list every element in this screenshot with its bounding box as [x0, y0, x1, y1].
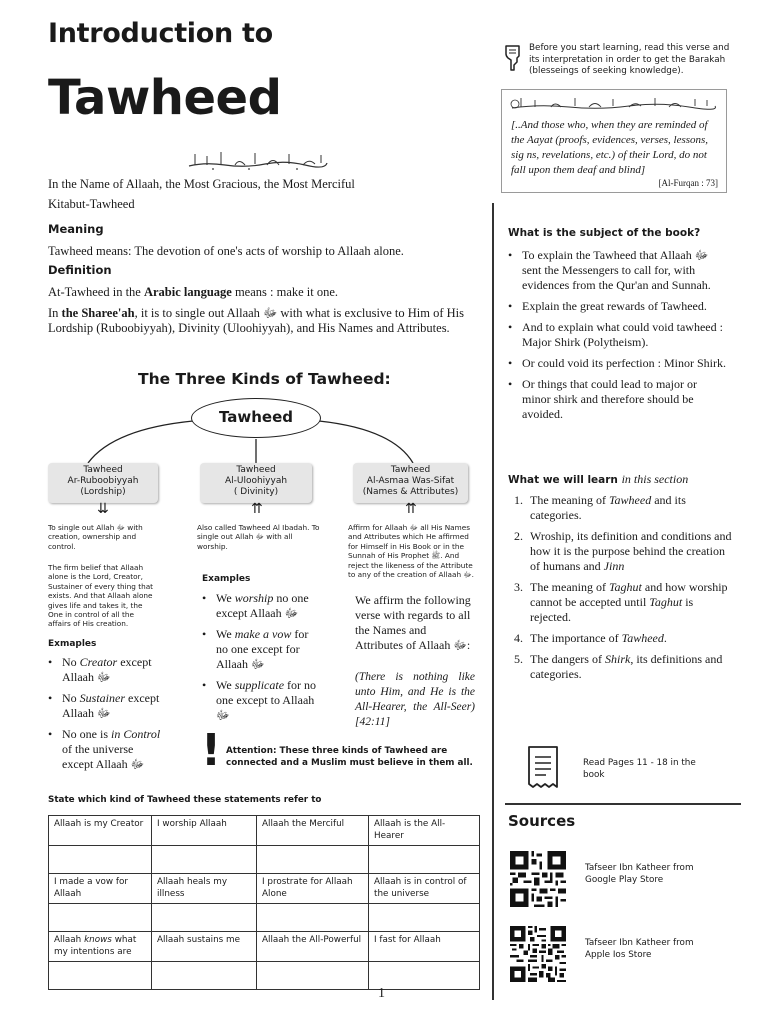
kind-node-uloohiyyah: Tawheed Al-Uloohiyyah ( Divinity): [200, 463, 312, 503]
table-cell: I prostrate for Allaah Alone: [257, 874, 369, 904]
attention-text: Attention: These three kinds of Tawheed are connected and a Muslim must believe in them all.: [226, 746, 473, 768]
list-item: • No one is in Control of the universe except Allaah ﷻ: [48, 727, 166, 772]
page-number: 1: [378, 986, 385, 1001]
pointing-hand-icon: [503, 44, 523, 72]
arrow-up-icon: ⇈: [405, 501, 417, 517]
list-item: • We supplicate for no one except to Allaah ﷻ: [202, 678, 322, 723]
verse-translation: [..And those who, when they are reminded of the Aayat (proofs, evidences, verses, lessons, sig ns, revelations, etc.) of their Lord, do not fall upon them deaf and blind]: [511, 119, 709, 176]
table-cell: I made a vow for Allaah: [49, 874, 152, 904]
answer-cell[interactable]: [49, 962, 152, 990]
list-item: 5. The dangers of Shirk, its definitions and categories.: [514, 652, 723, 681]
basmala-translation: In the Name of Allaah, the Most Gracious, the Most Merciful: [48, 177, 355, 191]
answer-cell[interactable]: [152, 846, 257, 874]
table-cell: Allaah is the All-Hearer: [369, 816, 480, 846]
list-item: • Or could void its perfection : Minor Shirk.: [508, 356, 728, 371]
tawheed-root-node: Tawheed: [191, 398, 321, 438]
basmala-calligraphy-icon: [185, 148, 330, 172]
ruboobiyyah-examples-label: Exmaples: [48, 639, 97, 649]
uloohiyyah-examples-label: Examples: [202, 574, 251, 584]
list-item: • No Sustainer except Allaah ﷻ: [48, 691, 166, 721]
page-title: Tawheed: [48, 70, 282, 126]
subject-heading: What is the subject of the book?: [508, 227, 701, 239]
list-item: • Explain the great rewards of Tawheed.: [508, 299, 728, 314]
column-divider: [492, 203, 494, 1000]
list-item: • We worship no one except Allaah ﷻ: [202, 591, 322, 621]
list-item: • No Creator except Allaah ﷻ: [48, 655, 166, 685]
list-item: • Or things that could lead to major or minor shirk and therefore should be avoided.: [508, 377, 728, 422]
kind-node-ruboobiyyah: Tawheed Ar-Ruboobiyyah (Lordship): [48, 463, 158, 503]
ruboobiyyah-examples-list: [48, 655, 166, 778]
verse-box: [501, 89, 727, 193]
asmaa-sifat-description: Affirm for Allaah ﷻ all His Names and Attributes which He affirmed for Himself in His Book or in the Sunnah of His Prophet ﷺ. And reject the likeness of the Attribute to any of the creation of Allaah ﷻ.: [348, 523, 474, 580]
list-item: 3. The meaning of Taghut and how worship cannot be accepted until Taghut is rejected.: [514, 580, 728, 624]
exercise-label: State which kind of Tawheed these statements refer to: [48, 795, 322, 805]
receipt-book-icon: [526, 745, 560, 791]
answer-cell[interactable]: [369, 962, 480, 990]
answer-row: [49, 904, 480, 932]
exclamation-icon: !: [201, 725, 222, 776]
meaning-text: Tawheed means: The devotion of one's acts of worship to Allaah alone.: [48, 244, 404, 258]
table-cell: Allaah knows what my intentions are: [49, 932, 152, 962]
answer-cell[interactable]: [49, 846, 152, 874]
subject-list: [508, 248, 728, 428]
uloohiyyah-description: Also called Tawheed Al Ibadah. To single out Allah ﷻ with all worship.: [197, 523, 320, 551]
definition-language: At-Tawheed in the Arabic language means : make it one.: [48, 285, 339, 299]
sources-heading: Sources: [508, 812, 576, 830]
arrow-up-icon: ⇈: [251, 501, 263, 517]
list-item: 2. Wroship, its definition and conditions and how it is the purpose behind the creation of humans and Jinn: [514, 529, 732, 573]
book-title: Kitabut-Tawheed: [48, 197, 135, 211]
table-row: [49, 932, 480, 962]
source-google-play: Tafseer Ibn Katheer from Google Play Store: [585, 863, 694, 885]
answer-row: [49, 962, 480, 990]
table-row: [49, 874, 480, 904]
ruboobiyyah-description: The firm belief that Allaah alone is the Lord, Creator, Sustainer of every thing that exists. And that Allaah alone gives life and takes it, the One in control of all the affairs of His creation.: [48, 563, 154, 629]
verse-reference: [Al-Furqan : 73]: [658, 178, 718, 188]
sources-divider: [505, 803, 741, 805]
meaning-heading: Meaning: [48, 222, 104, 236]
page-title-line1: Introduction to: [48, 18, 273, 49]
list-item: 1. The meaning of Tawheed and its categories.: [514, 493, 686, 522]
asmaa-sifat-verse: (There is nothing like unto Him, and He is the All-Hearer, the All-Seer) [42:11]: [355, 671, 475, 728]
three-kinds-title: The Three Kinds of Tawheed:: [138, 370, 391, 388]
table-cell: I worship Allaah: [152, 816, 257, 846]
answer-cell[interactable]: [369, 904, 480, 932]
answer-cell[interactable]: [152, 962, 257, 990]
table-row: [49, 816, 480, 846]
answer-cell[interactable]: [257, 846, 369, 874]
asmaa-sifat-affirm: We affirm the following verse with regards to all the Names and Attributes of Allaah ﷻ:: [355, 593, 471, 652]
answer-cell[interactable]: [369, 846, 480, 874]
tawheed-diagram: [48, 395, 488, 520]
answer-row: [49, 846, 480, 874]
list-item: • And to explain what could void tawheed : Major Shirk (Polytheism).: [508, 320, 728, 350]
definition-heading: Definition: [48, 263, 112, 277]
table-cell: Allaah heals my illness: [152, 874, 257, 904]
answer-cell[interactable]: [49, 904, 152, 932]
definition-shareeah: In the Sharee'ah, it is to single out Allaah ﷻ with what is exclusive to Him of His Lordship (Ruboobiyyah), Divinity (Uloohiyyah), and His Names and Attributes.: [48, 306, 464, 335]
table-cell: Allaah is my Creator: [49, 816, 152, 846]
table-cell: Allaah the All-Powerful: [257, 932, 369, 962]
qr-code-icon[interactable]: [510, 926, 566, 982]
qr-code-icon[interactable]: [510, 851, 566, 907]
learn-heading: What we will learn in this section: [508, 472, 689, 486]
kind-node-asmaa-sifat: Tawheed Al-Asmaa Was-Sifat (Names & Attributes): [353, 463, 468, 503]
table-cell: Allaah is in control of the universe: [369, 874, 480, 904]
table-cell: Allaah sustains me: [152, 932, 257, 962]
ruboobiyyah-definition: To single out Allah ﷻ with creation, ownership and control.: [48, 523, 143, 551]
answer-cell[interactable]: [257, 904, 369, 932]
table-cell: Allaah the Merciful: [257, 816, 369, 846]
uloohiyyah-examples-list: [202, 591, 322, 729]
quran-verse-arabic-icon: [509, 95, 719, 113]
arrow-down-icon: ⇊: [97, 501, 109, 517]
reading-assignment: Read Pages 11 - 18 in the book: [583, 758, 696, 780]
list-item: • To explain the Tawheed that Allaah ﷻ sent the Messengers to call for, with evidences from the Qur'an and Sunnah.: [508, 248, 728, 293]
learn-list: [508, 493, 733, 688]
source-apple-store: Tafseer Ibn Katheer from Apple Ios Store: [585, 938, 694, 960]
table-cell: I fast for Allaah: [369, 932, 480, 962]
list-item: • We make a vow for no one except for Allaah ﷻ: [202, 627, 322, 672]
list-item: 4. The importance of Tawheed.: [514, 631, 667, 645]
answer-cell[interactable]: [152, 904, 257, 932]
exercise-table: [48, 815, 480, 990]
answer-cell[interactable]: [257, 962, 369, 990]
notice-text: Before you start learning, read this verse and its interpretation in order to get the Barakah (blesseings of seeking knowledge).: [529, 43, 730, 76]
